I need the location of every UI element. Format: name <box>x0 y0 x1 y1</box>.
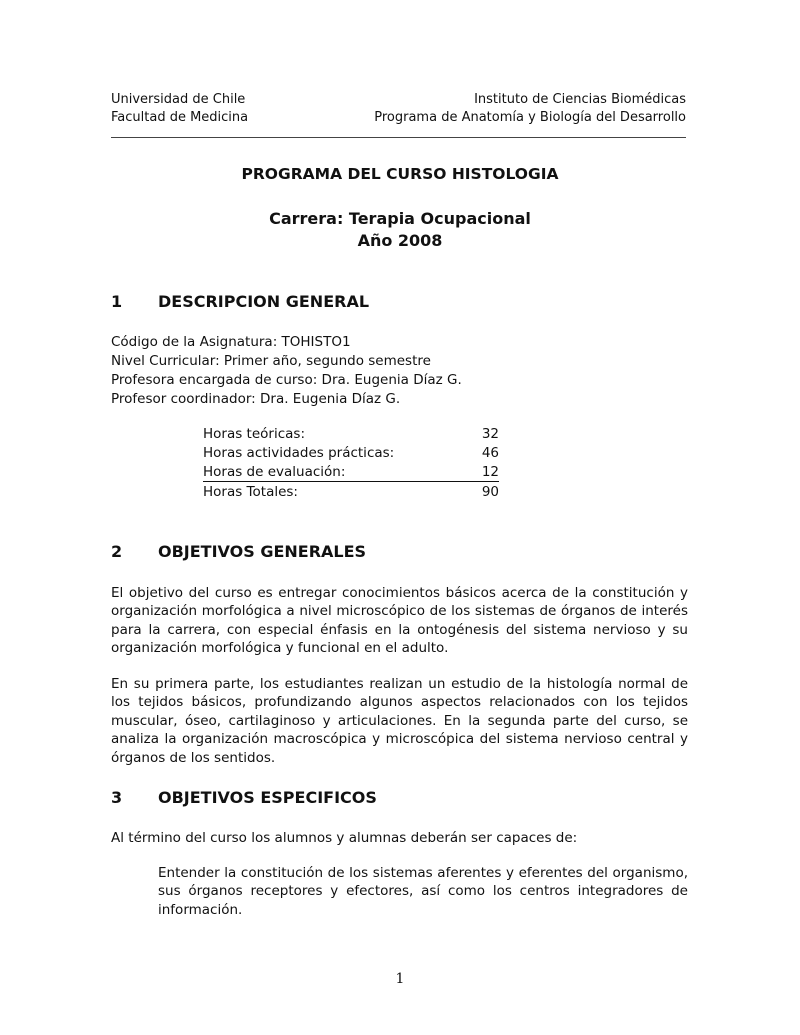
section-1-number: 1 <box>111 292 123 311</box>
hours-label: Horas Totales: <box>203 484 298 500</box>
hours-value: 46 <box>481 445 499 461</box>
hours-row <box>203 444 499 463</box>
institute-name: Instituto de Ciencias Biomédicas <box>474 92 686 107</box>
hours-value: 32 <box>481 426 499 442</box>
hours-row <box>203 425 499 444</box>
page-number: 1 <box>395 971 405 987</box>
header-divider <box>111 137 686 138</box>
section-3-number: 3 <box>111 788 123 807</box>
hours-label: Horas actividades prácticas: <box>203 445 395 461</box>
hours-label: Horas de evaluación: <box>203 464 346 480</box>
course-code: Código de la Asignatura: TOHISTO1 <box>111 334 351 350</box>
course-coordinator: Profesor coordinador: Dra. Eugenia Díaz G. <box>111 391 401 407</box>
specific-objectives-intro: Al término del curso los alumnos y alumnas deberán ser capaces de: <box>111 830 578 846</box>
course-lead: Profesora encargada de curso: Dra. Eugenia Díaz G. <box>111 372 462 388</box>
general-objective-paragraph: El objetivo del curso es entregar conocimientos básicos acerca de la constitución y organización morfológica a nivel microscópico de los sistemas de órganos de interés para la carrera, con especial énfasis en la ontogénesis del sistema nervioso y su organización morfológica y funcional en el adulto. <box>111 585 688 657</box>
course-structure-paragraph: En su primera parte, los estudiantes realizan un estudio de la histología normal de los tejidos básicos, profundizando algunos aspectos relacionados con los tejidos muscular, óseo, cartilaginoso y articulaciones. En la segunda parte del curso, se analiza la organización macroscópica y microscópica del sistema nervioso central y órganos de los sentidos. <box>111 676 688 766</box>
hours-value: 12 <box>481 464 499 480</box>
header-right <box>374 91 686 127</box>
section-3-title: OBJETIVOS ESPECIFICOS <box>158 788 377 807</box>
university-name: Universidad de Chile <box>111 92 246 107</box>
section-2-number: 2 <box>111 542 123 561</box>
section-1-title: DESCRIPCION GENERAL <box>158 292 370 311</box>
program-name: Programa de Anatomía y Biología del Desarrollo <box>374 110 686 125</box>
hours-table <box>203 425 499 502</box>
document-title: PROGRAMA DEL CURSO HISTOLOGIA <box>241 165 559 183</box>
career-block <box>0 208 800 252</box>
career-line: Carrera: Terapia Ocupacional <box>269 209 531 228</box>
hours-label: Horas teóricas: <box>203 426 305 442</box>
course-info <box>111 333 462 409</box>
header-left <box>111 91 248 127</box>
faculty-name: Facultad de Medicina <box>111 110 249 125</box>
specific-objective-item: Entender la constitución de los sistemas aferentes y eferentes del organismo, sus órganos receptores y efectores, así como los centros integradores de información. <box>158 865 688 918</box>
hours-total-row <box>203 483 499 502</box>
section-2-title: OBJETIVOS GENERALES <box>158 542 367 561</box>
curricular-level: Nivel Curricular: Primer año, segundo semestre <box>111 353 431 369</box>
hours-value: 90 <box>481 484 499 500</box>
hours-row <box>203 463 499 482</box>
year-line: Año 2008 <box>357 231 443 250</box>
